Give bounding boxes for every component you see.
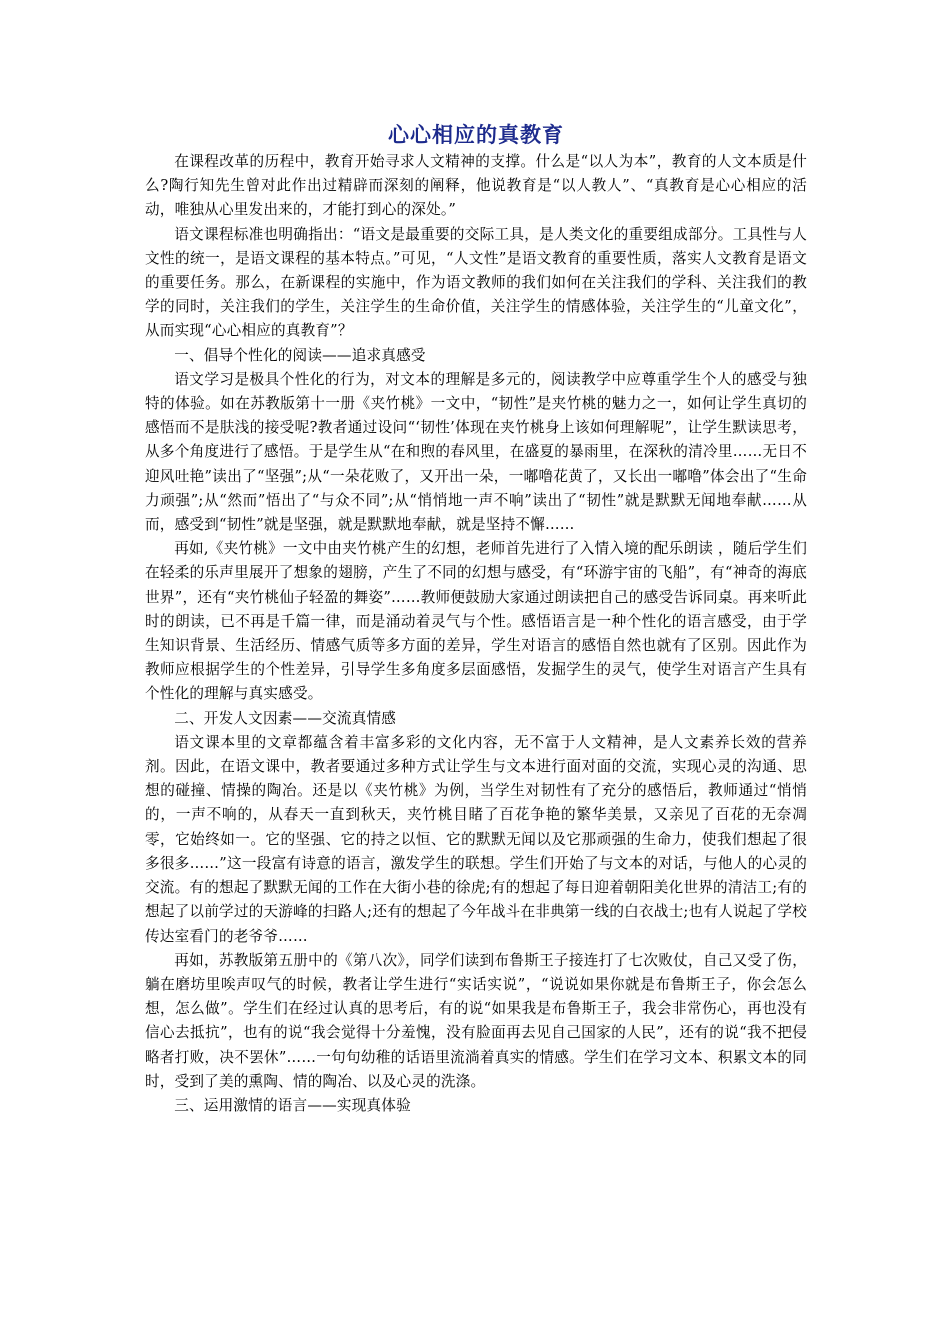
paragraph-intro: 在课程改革的历程中，教育开始寻求人文精神的支撑。什么是“以人为本”，教育的人文本质是什么?陶行知先生曾对此作出过精辟而深刻的阐释，他说教育是“以人教人”、“真教育是心心相应的活动，唯独从心里发出来的，才能打到心的深处。” [145,153,807,219]
section-heading-1: 一、倡导个性化的阅读——追求真感受 [174,346,426,364]
paragraph-imagination-reading: 再如,《夹竹桃》一文中由夹竹桃产生的幻想，老师首先进行了入情入境的配乐朗读 ，随后学生们在轻柔的乐声里展开了想象的翅膀，产生了不同的幻想与感受，有“环游宇宙的飞船”，有“神奇的海底世界”，还有“夹竹桃仙子轻盈的舞姿”……教师便鼓励大家通过朗读把自己的感受告诉同桌。再来听此时的朗读，已不再是千篇一律，而是涌动着灵气与个性。感悟语言是一种个性化的语言感受，由于学生知识背景、生活经历、情感气质等多方面的差异，学生对语言的感悟自然也就有了区别。因此作为教师应根据学生的个性差异，引导学生多角度多层面感悟，发掘学生的灵气，使学生对语言产生具有个性化的理解与真实感受。 [145,540,807,703]
paragraph-individual-reading: 语文学习是极具个性化的行为，对文本的理解是多元的，阅读教学中应尊重学生个人的感受与独特的体验。如在苏教版第十一册《夹竹桃》一文中，“韧性”是夹竹桃的魅力之一，如何让学生真切的感悟而不是肤浅的接受呢?教者通过设问“‘韧性’体现在夹竹桃身上该如何理解呢”，让学生默读思考，从多个角度进行了感悟。于是学生从“在和煦的春风里，在盛夏的暴雨里，在深秋的清冷里……无日不迎风吐艳”读出了“坚强”;从“一朵花败了，又开出一朵，一嘟噜花黄了，又长出一嘟噜”体会出了“生命力顽强”;从“然而”悟出了“与众不同”;从“悄悄地一声不响”读出了“韧性”就是默默无闻地奉献……从而，感受到“韧性”就是坚强，就是默默地奉献，就是坚持不懈…… [145,370,807,534]
paragraph-humanistic-elements: 语文课本里的文章都蕴含着丰富多彩的文化内容，无不富于人文精神，是人文素养长效的营养剂。因此，在语文课中，教者要通过多种方式让学生与文本进行面对面的交流，实现心灵的沟通、思想的碰撞、情操的陶冶。还是以《夹竹桃》为例，当学生对韧性有了充分的感悟后，教师通过“悄悄的，一声不响的，从春天一直到秋天，夹竹桃目睹了百花争艳的繁华美景，又亲见了百花的无奈凋零，它始终如一。它的坚强、它的持之以恒、它的默默无闻以及它那顽强的生命力，使我们想起了很多很多……”这一段富有诗意的语言，激发学生的联想。学生们开始了与文本的对话，与他人的心灵的交流。有的想起了默默无闻的工作在大街小巷的徐虎;有的想起了每日迎着朝阳美化世界的清洁工;有的想起了以前学过的天游峰的扫路人;还有的想起了今年战斗在非典第一线的白衣战士;也有人说起了学校传达室看门的老爷爷…… [145,733,807,945]
document-body [145,150,807,1118]
paragraph-eighth-time: 再如，苏教版第五册中的《第八次》，同学们读到布鲁斯王子接连打了七次败仗，自己又受了伤，躺在磨坊里唉声叹气的时候，教者让学生进行“实话实说”，“说说如果你就是布鲁斯王子，你会怎么想，怎么做”。学生们在经过认真的思考后，有的说“如果我是布鲁斯王子，我会非常伤心，再也没有信心去抵抗”，也有的说“我会觉得十分羞愧，没有脸面再去见自己国家的人民”，还有的说“我不把侵略者打败，决不罢休”……一句句幼稚的话语里流淌着真实的情感。学生们在学习文本、积累文本的同时，受到了美的熏陶、情的陶冶、以及心灵的洗涤。 [145,951,807,1090]
section-heading-2: 二、开发人文因素——交流真情感 [174,709,397,727]
document-page [145,120,807,1118]
document-title: 心心相应的真教育 [388,123,564,147]
section-heading-3: 三、运用激情的语言——实现真体验 [174,1096,411,1114]
paragraph-curriculum-standard: 语文课程标准也明确指出：“语文是最重要的交际工具，是人类文化的重要组成部分。工具性与人文性的统一，是语文课程的基本特点。”可见，“人文性”是语文教育的重要性质，落实人文教育是语文的重要任务。那么，在新课程的实施中，作为语文教师的我们如何在关注我们的学科、关注我们的教学的同时，关注我们的学生，关注学生的生命价值，关注学生的情感体验，关注学生的“儿童文化”，从而实现“心心相应的真教育”？ [145,225,807,340]
